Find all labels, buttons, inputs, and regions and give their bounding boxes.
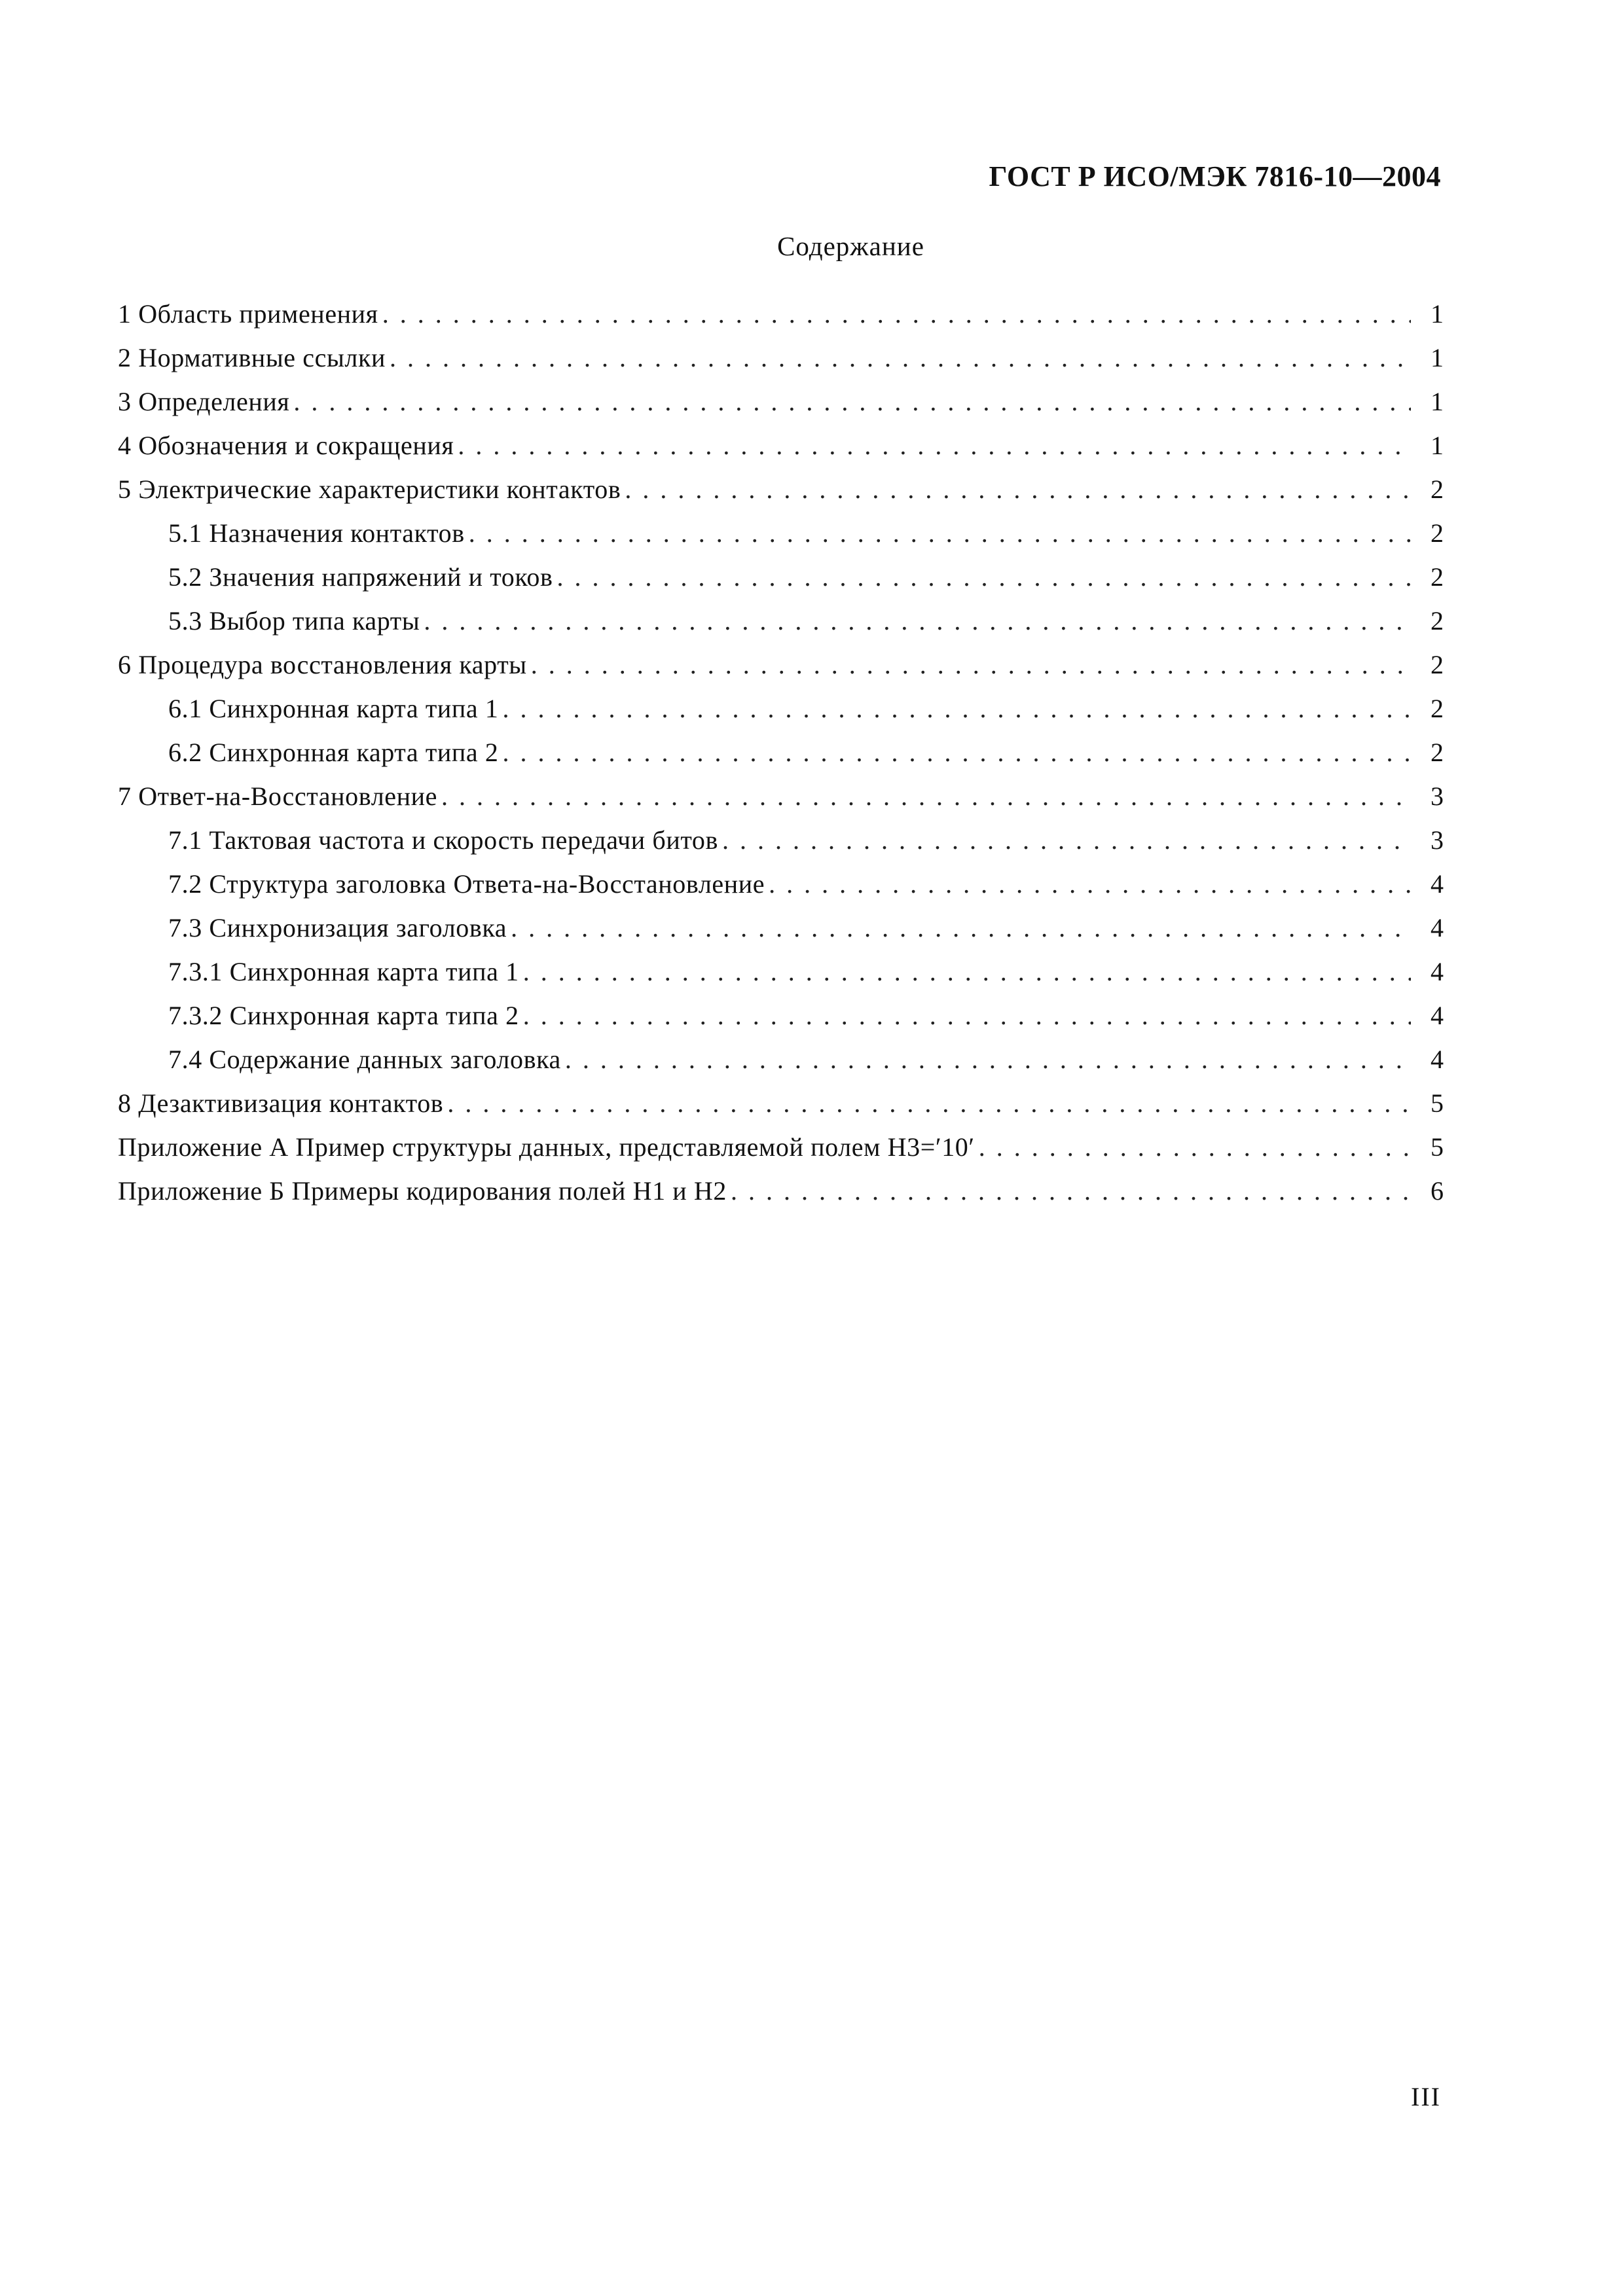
toc-entry [118, 511, 1444, 555]
toc-leader-dots [441, 774, 1411, 818]
toc-entry-label: 5.3 Выбор типа карты [168, 606, 420, 636]
toc-entry-label: 7.3.2 Синхронная карта типа 2 [168, 1001, 519, 1030]
toc-entry-page: 4 [1431, 1045, 1444, 1074]
toc-entry-label: 6.1 Синхронная карта типа 1 [168, 694, 499, 723]
toc-entry-label: 7.3 Синхронизация заголовка [168, 913, 507, 942]
toc-entry [118, 730, 1444, 774]
toc-entry-label: 7 Ответ-на-Восстановление [118, 781, 438, 811]
toc-entry-page: 4 [1431, 1001, 1444, 1030]
toc-entry-label: 1 Область применения [118, 299, 378, 329]
page-number: III [1411, 2082, 1441, 2111]
toc-entry-label: 6 Процедура восстановления карты [118, 650, 527, 679]
toc-entry-page: 1 [1431, 299, 1444, 329]
toc-entry [118, 1169, 1444, 1213]
toc-entry [118, 292, 1444, 336]
toc-leader-dots [502, 687, 1411, 730]
toc-entry [118, 687, 1444, 730]
toc-entry-label: Приложение Б Примеры кодирования полей Н1 и Н2 [118, 1176, 727, 1206]
toc-entry [118, 1125, 1444, 1169]
toc-leader-dots [523, 994, 1411, 1037]
toc-entry [118, 336, 1444, 380]
toc-leader-dots [390, 336, 1411, 380]
toc-entry-page: 2 [1431, 518, 1444, 548]
toc-entry-label: Приложение А Пример структуры данных, представляемой полем Н3=′10′ [118, 1132, 975, 1162]
toc-entry-label: 7.1 Тактовая частота и скорость передачи битов [168, 825, 718, 855]
toc-entry [118, 906, 1444, 950]
toc-leader-dots [502, 730, 1411, 774]
toc-entry-page: 2 [1431, 475, 1444, 504]
table-of-contents [118, 292, 1444, 1213]
toc-entry [118, 1081, 1444, 1125]
toc-entry-label: 7.2 Структура заголовка Ответа-на-Восстановление [168, 869, 765, 899]
toc-entry [118, 994, 1444, 1037]
toc-entry-label: 2 Нормативные ссылки [118, 343, 386, 372]
toc-entry-page: 2 [1431, 694, 1444, 723]
toc-entry-label: 3 Определения [118, 387, 290, 416]
toc-entry-page: 4 [1431, 957, 1444, 986]
toc-leader-dots [565, 1037, 1411, 1081]
toc-entry [118, 423, 1444, 467]
toc-entry [118, 862, 1444, 906]
toc-entry-page: 4 [1431, 869, 1444, 899]
toc-leader-dots [531, 643, 1411, 687]
toc-leader-dots [722, 818, 1411, 862]
toc-entry-page: 6 [1431, 1176, 1444, 1206]
toc-entry [118, 555, 1444, 599]
toc-leader-dots [447, 1081, 1411, 1125]
toc-leader-dots [556, 555, 1411, 599]
toc-entry-page: 2 [1431, 562, 1444, 592]
toc-entry-label: 8 Дезактивизация контактов [118, 1088, 444, 1118]
toc-entry-page: 1 [1431, 343, 1444, 372]
toc-leader-dots [523, 950, 1411, 994]
toc-leader-dots [469, 511, 1411, 555]
toc-leader-dots [458, 423, 1411, 467]
toc-entry-label: 6.2 Синхронная карта типа 2 [168, 738, 499, 767]
toc-entry [118, 643, 1444, 687]
toc-entry [118, 599, 1444, 643]
toc-entry-page: 4 [1431, 913, 1444, 942]
toc-leader-dots [511, 906, 1411, 950]
toc-entry [118, 1037, 1444, 1081]
toc-entry-page: 5 [1431, 1132, 1444, 1162]
toc-leader-dots [424, 599, 1411, 643]
toc-entry-page: 1 [1431, 387, 1444, 416]
toc-entry-label: 7.3.1 Синхронная карта типа 1 [168, 957, 519, 986]
toc-leader-dots [293, 380, 1411, 423]
toc-entry-page: 2 [1431, 650, 1444, 679]
toc-entry [118, 774, 1444, 818]
toc-leader-dots [625, 467, 1411, 511]
toc-entry-label: 4 Обозначения и сокращения [118, 431, 454, 460]
toc-entry-page: 2 [1431, 606, 1444, 636]
toc-entry-page: 1 [1431, 431, 1444, 460]
toc-entry-page: 3 [1431, 781, 1444, 811]
toc-entry-page: 3 [1431, 825, 1444, 855]
toc-leader-dots [731, 1169, 1411, 1213]
toc-leader-dots [979, 1125, 1411, 1169]
toc-entry [118, 380, 1444, 423]
toc-entry-label: 5.2 Значения напряжений и токов [168, 562, 553, 592]
toc-entry [118, 467, 1444, 511]
toc-entry-label: 5.1 Назначения контактов [168, 518, 465, 548]
toc-entry-label: 7.4 Содержание данных заголовка [168, 1045, 561, 1074]
toc-entry-label: 5 Электрические характеристики контактов [118, 475, 621, 504]
toc-entry-page: 2 [1431, 738, 1444, 767]
toc-leader-dots [382, 292, 1411, 336]
toc-entry [118, 950, 1444, 994]
toc-entry [118, 818, 1444, 862]
toc-title: Содержание [777, 231, 924, 261]
toc-entry-page: 5 [1431, 1088, 1444, 1118]
document-header: ГОСТ Р ИСО/МЭК 7816-10—2004 [989, 160, 1441, 192]
toc-leader-dots [769, 862, 1411, 906]
